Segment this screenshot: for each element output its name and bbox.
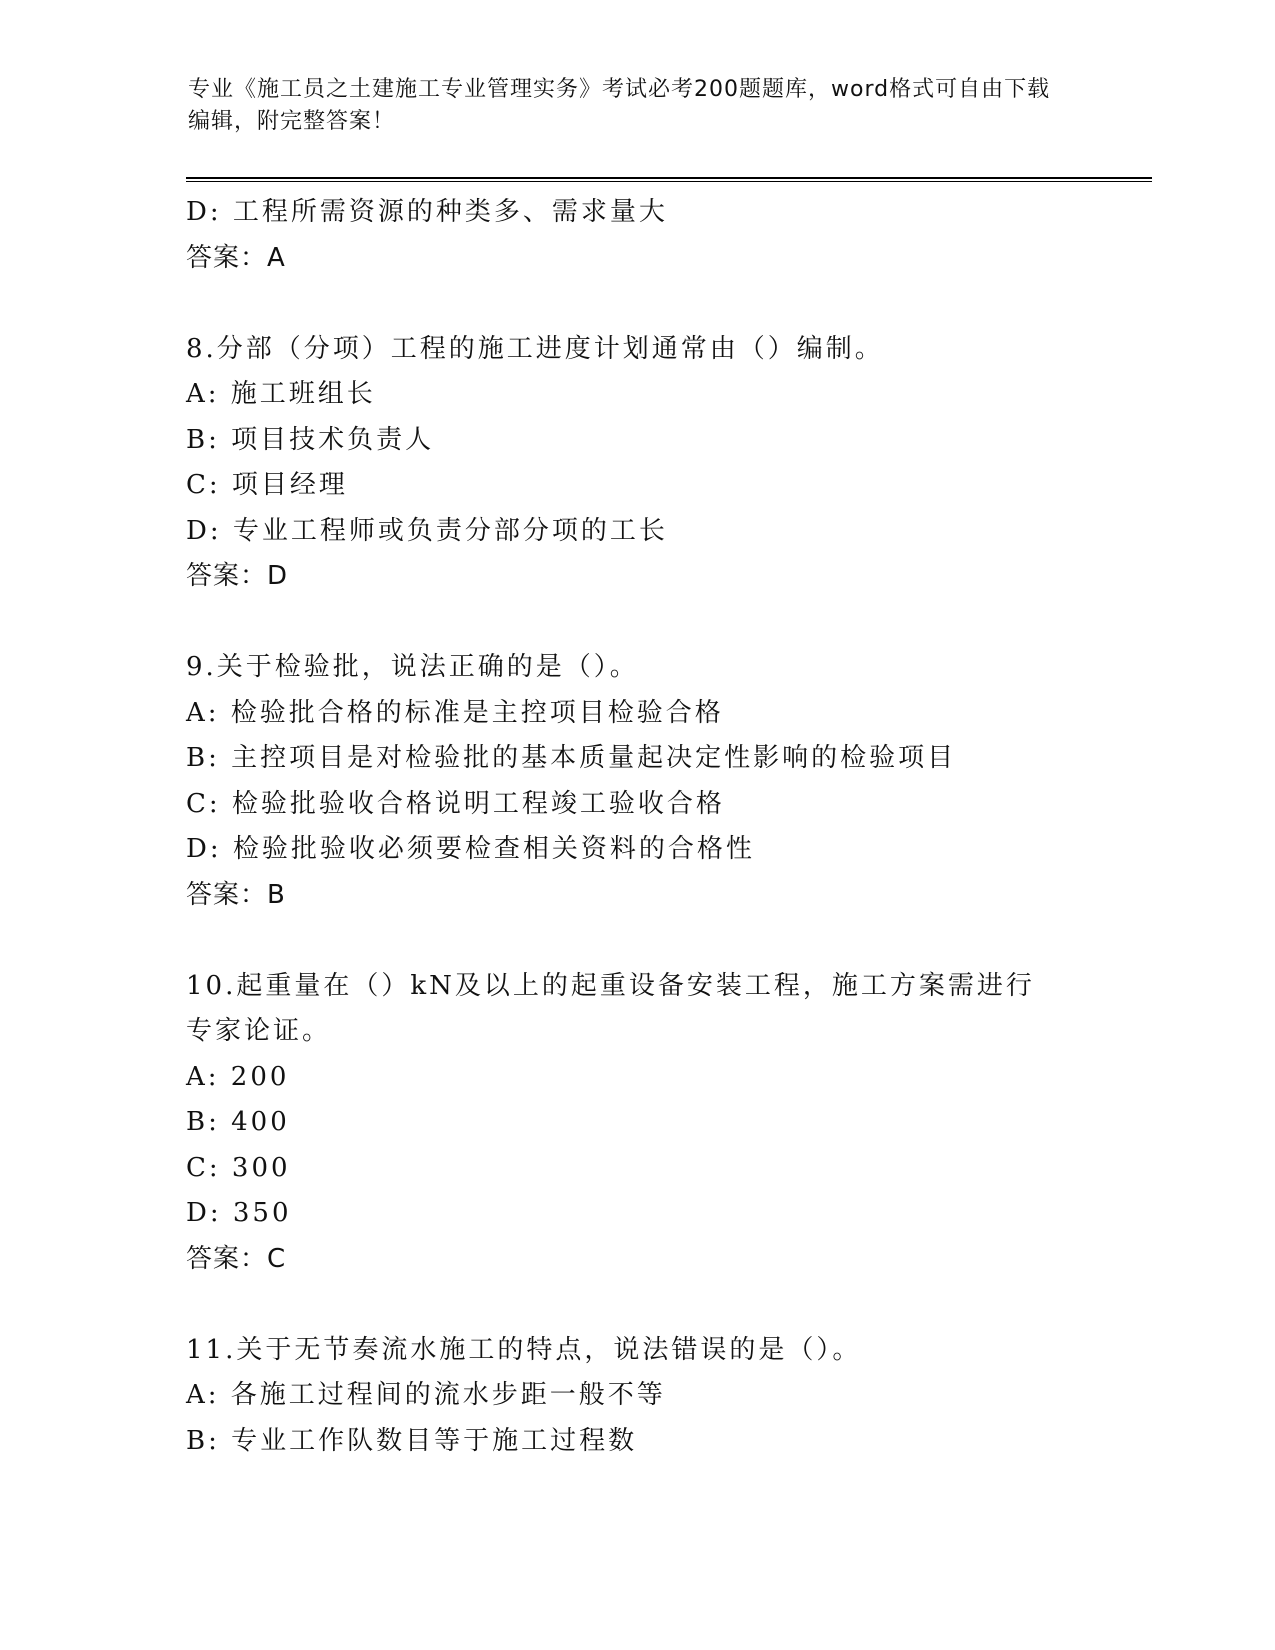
question-content	[186, 190, 1086, 1464]
option-a: A: 200	[186, 1061, 290, 1092]
document-header: 专业《施工员之土建施工专业管理实务》考试必考200题题库，word格式可自由下载编辑，附完整答案！	[188, 77, 1051, 134]
spacer	[186, 918, 1086, 964]
spacer	[186, 1282, 1086, 1328]
answer-line: 答案：C	[186, 1243, 287, 1274]
option-c: C: 300	[186, 1152, 291, 1183]
answer-line: 答案：D	[186, 561, 289, 591]
spacer	[186, 281, 1086, 327]
answer-line: 答案：A	[186, 242, 286, 273]
option-a: A: 施工班组长	[186, 379, 376, 409]
option-a: A: 各施工过程间的流水步距一般不等	[186, 1380, 666, 1410]
question-stem: 9.关于检验批，说法正确的是（）。	[186, 652, 639, 682]
option-d: D: 检验批验收必须要检查相关资料的合格性	[186, 834, 755, 864]
option-d: D: 350	[186, 1198, 292, 1228]
question-stem: 11.关于无节奏流水施工的特点，说法错误的是（）。	[186, 1334, 862, 1365]
option-b: B: 专业工作队数目等于施工过程数	[186, 1425, 638, 1456]
question-stem: 10.起重量在（）kN及以上的起重设备安装工程，施工方案需进行专家论证。	[186, 970, 1035, 1046]
option-d: D: 工程所需资源的种类多、需求量大	[186, 197, 668, 227]
option-b: B: 400	[186, 1107, 290, 1137]
spacer	[186, 600, 1086, 646]
answer-line: 答案：B	[186, 879, 286, 910]
option-b: B: 项目技术负责人	[186, 424, 435, 455]
option-d: D: 专业工程师或负责分部分项的工长	[186, 515, 668, 546]
option-a: A: 检验批合格的标准是主控项目检验合格	[186, 697, 724, 728]
option-c: C: 检验批验收合格说明工程竣工验收合格	[186, 788, 725, 819]
question-stem: 8.分部（分项）工程的施工进度计划通常由（）编制。	[186, 333, 884, 364]
option-c: C: 项目经理	[186, 470, 348, 500]
header-divider	[186, 177, 1152, 182]
option-b: B: 主控项目是对检验批的基本质量起决定性影响的检验项目	[186, 743, 957, 773]
